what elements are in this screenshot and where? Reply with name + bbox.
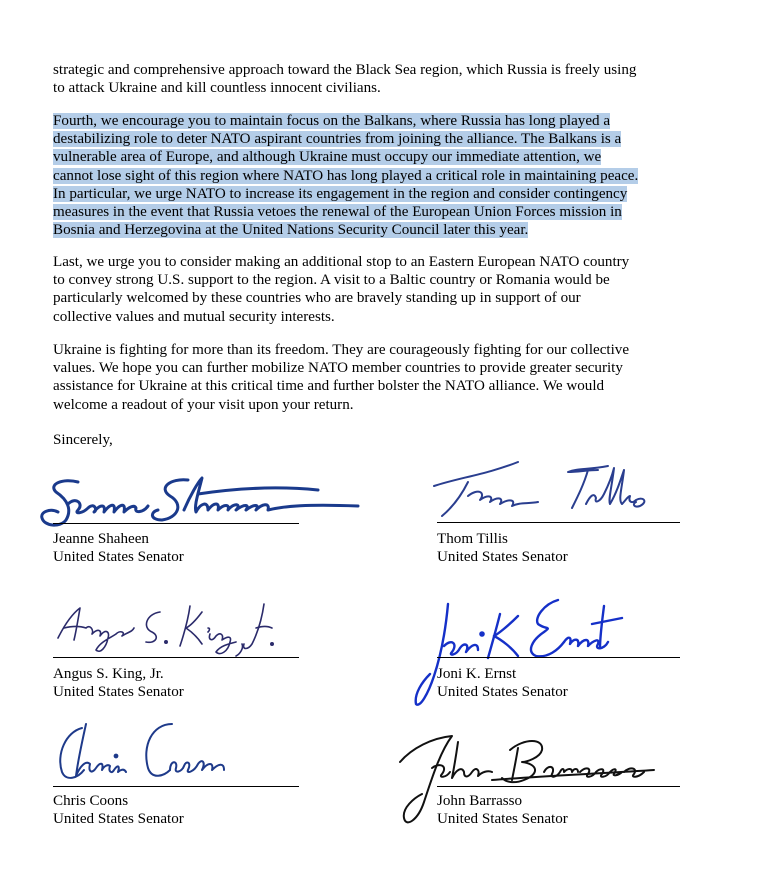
text-line: collective values and mutual security interests. [53, 308, 335, 325]
paragraph-ukraine-freedom [53, 341, 693, 414]
signatory-name: Chris Coons [53, 793, 129, 809]
signatory-name: Thom Tillis [437, 531, 508, 547]
highlighted-text-line[interactable]: cannot lose sight of this region where NATO has long played a critical role in maintaining peace. [53, 167, 639, 184]
signatory-name: Joni K. Ernst [437, 666, 517, 682]
highlighted-text-line[interactable]: Fourth, we encourage you to maintain focus on the Balkans, where Russia has long played a [53, 113, 611, 129]
signatory-name: Jeanne Shaheen [53, 531, 149, 547]
signature-line [437, 522, 680, 523]
text-line: strategic and comprehensive approach toward the Black Sea region, which Russia is freely using [53, 62, 637, 78]
signature-line [53, 523, 299, 524]
text-line: values. We hope you can further mobilize NATO member countries to provide greater security [53, 360, 623, 377]
signatory-title: United States Senator [437, 549, 568, 565]
highlighted-text-line[interactable]: measures in the event that Russia vetoes the renewal of the European Union Forces mission in [53, 204, 622, 221]
highlighted-text-line[interactable]: vulnerable area of Europe, and although Ukraine must occupy our immediate attention, we [53, 149, 602, 166]
signatory-title: United States Senator [437, 684, 568, 700]
text-line: to convey strong U.S. support to the region. A visit to a Baltic country or Romania would be [53, 272, 610, 289]
signature-image-tillis [428, 456, 668, 522]
signature-line [437, 657, 680, 658]
signatory-name: Angus S. King, Jr. [53, 666, 164, 682]
text-line: assistance for Ukraine at this critical time and further bolster the NATO alliance. We would [53, 378, 605, 395]
signatory-name: John Barrasso [437, 793, 523, 809]
text-line: Ukraine is fighting for more than its freedom. They are courageously fighting for our collective [53, 342, 630, 358]
signature-line [53, 786, 299, 787]
text-line: welcome a readout of your visit upon your return. [53, 396, 354, 413]
signatory-title: United States Senator [53, 811, 184, 827]
text-line: particularly welcomed by these countries who are bravely standing up in support of our [53, 290, 581, 307]
signatory-title: United States Senator [53, 549, 184, 565]
paragraph-balkans-highlighted[interactable] [53, 112, 693, 239]
text-line: to attack Ukraine and kill countless innocent civilians. [53, 80, 381, 97]
signature-line [437, 786, 680, 787]
highlighted-text-line[interactable]: Bosnia and Herzegovina at the United Nations Security Council later this year. [53, 222, 529, 239]
signature-image-coons [52, 718, 252, 788]
signature-image-king [50, 598, 280, 660]
signature-image-shaheen [38, 474, 368, 534]
paragraph-black-sea [53, 61, 693, 97]
text-line: Last, we urge you to consider making an additional stop to an Eastern European NATO country [53, 254, 630, 270]
closing [53, 431, 693, 449]
paragraph-eastern-europe-visit [53, 253, 693, 326]
highlighted-text-line[interactable]: In particular, we urge NATO to increase its engagement in the region and consider contingency [53, 185, 628, 202]
closing-text: Sincerely, [53, 432, 113, 448]
signatory-title: United States Senator [437, 811, 568, 827]
signature-line [53, 657, 299, 658]
signatory-title: United States Senator [53, 684, 184, 700]
highlighted-text-line[interactable]: destabilizing role to deter NATO aspirant countries from joining the alliance. The Balkans is a [53, 131, 622, 148]
